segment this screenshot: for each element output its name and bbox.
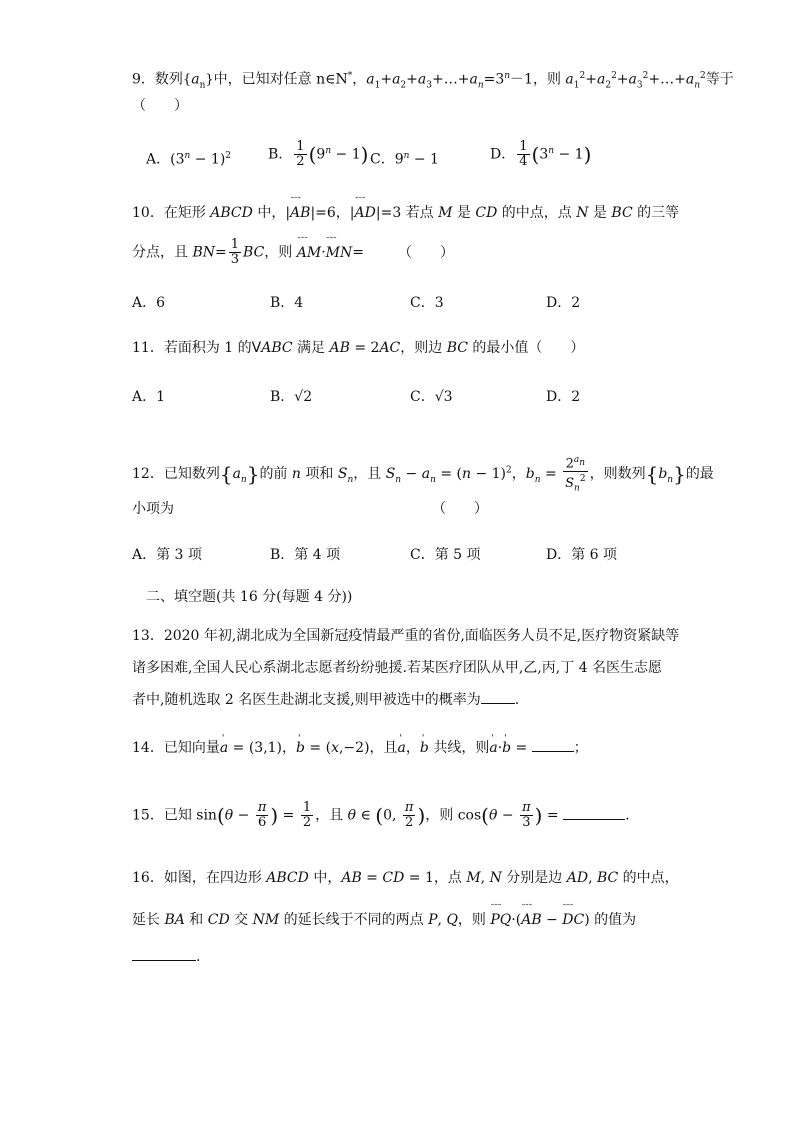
q12-option-a: A．第 3 项: [132, 547, 202, 563]
q11-option-a: A．1: [132, 389, 166, 405]
q9-stem: 9．数列$\{a_n\}$中，已知对任意 n∈N*，$a_1+a_2+a_3+\dots+a_n=3^n-1$，则 $a_1^2+a_2^2+a_3^2+\dots+a_n^2$等于: [132, 71, 734, 91]
q9-option-b: B． $\frac{1}{2}$ $(9^n - 1)$: [268, 139, 369, 169]
q10-option-a: A．6: [132, 295, 166, 311]
q10-option-b: B．4: [270, 295, 304, 311]
section-heading-fill-in: 二、填空题(共 16 分(每题 4 分)): [146, 589, 353, 605]
q9-option-d: D． $\frac{1}{4}$ $(3^n - 1)$: [490, 139, 592, 169]
q9-option-a: A．$(3^n - 1)^2$: [146, 151, 232, 168]
q13-line1: 13．2020 年初,湖北成为全国新冠疫情最严重的省份,面临医务人员不足,医疗物资紧缺等: [132, 628, 680, 644]
q10-stem-line1: 10．在矩形 ABCD 中，|˘˘˘ AB|=6，|˘˘˘ AD|=3 若点 M 是 CD 的中点，点 N 是 BC 的三等: [132, 203, 679, 223]
q10-paren: （ ）: [398, 245, 454, 261]
q15-stem: 15．已知 sin(θ − $\frac{\pi}{6}$ ) = $\frac{1}{2}$ ，且 θ ∈ (0, $\frac{\pi}{2}$ )，则 cos(θ − $\frac{\pi}{3}$ ) = .: [132, 800, 630, 830]
q13-line2: 诸多困难,全国人民心系湖北志愿者纷纷驰援.若某医疗团队从甲,乙,丙,丁 4 名医生志愿: [132, 660, 663, 676]
q12-option-c: C．第 5 项: [410, 547, 481, 563]
q12-paren: （ ）: [432, 501, 488, 517]
q11-option-b: B．√2: [270, 389, 313, 405]
q12-stem-line1: 12．已知数列$\{a_n\}$的前 n 项和 $S_n$，且 $S_n - a_n = (n - 1)^2$，$b_n$ = $\frac{2^{a_n}}{S_n^2}$ ，则数列$\{b_n\}$的最: [132, 455, 714, 494]
q12-option-b: B．第 4 项: [270, 547, 341, 563]
q11-stem: 11．若面积为 1 的VABC 满足 AB = 2AC，则边 BC 的最小值（ ）: [132, 340, 585, 356]
q14-stem: 14．已知向量' a = (3,1)，' b = (x,−2)，且' a，' b 共线，则' a·' b = ；: [132, 737, 588, 758]
q10-option-c: C．3: [410, 295, 444, 311]
q15-answer-blank: [563, 805, 625, 820]
q14-answer-blank: [532, 737, 574, 752]
q10-option-d: D．2: [546, 295, 581, 311]
q13-line3-text: 者中,随机选取 2 名医生赴湖北支援,则甲被选中的概率为: [132, 692, 481, 708]
q13-line3: 者中,随机选取 2 名医生赴湖北支援,则甲被选中的概率为 .: [132, 689, 519, 710]
q11-option-d: D．2: [546, 389, 581, 405]
q11-option-c: C．√3: [410, 389, 453, 405]
q16-line2: 延长 BA 和 CD 交 NM 的延长线于不同的两点 P, Q，则 ˘˘˘ PQ·(˘˘˘ AB − ˘˘˘ DC) 的值为: [132, 910, 636, 930]
q9-option-c: C．$9^n - 1$: [370, 151, 439, 168]
q9-paren: （ ）: [132, 98, 188, 114]
q16-line1: 16．如图，在四边形 ABCD 中，AB = CD = 1，点 M, N 分别是边 AD, BC 的中点，: [132, 870, 679, 886]
q13-answer-blank: [481, 689, 515, 704]
q12-option-d: D．第 6 项: [546, 547, 618, 563]
q16-line3: .: [132, 946, 200, 967]
q12-stem-line2: 小项为: [132, 501, 174, 517]
q16-answer-blank: [132, 946, 196, 961]
q10-stem-line2: 分点，且 BN= $\frac{1}{3}$ BC，则 ˘˘˘ AM·˘˘˘ MN=: [132, 238, 364, 267]
